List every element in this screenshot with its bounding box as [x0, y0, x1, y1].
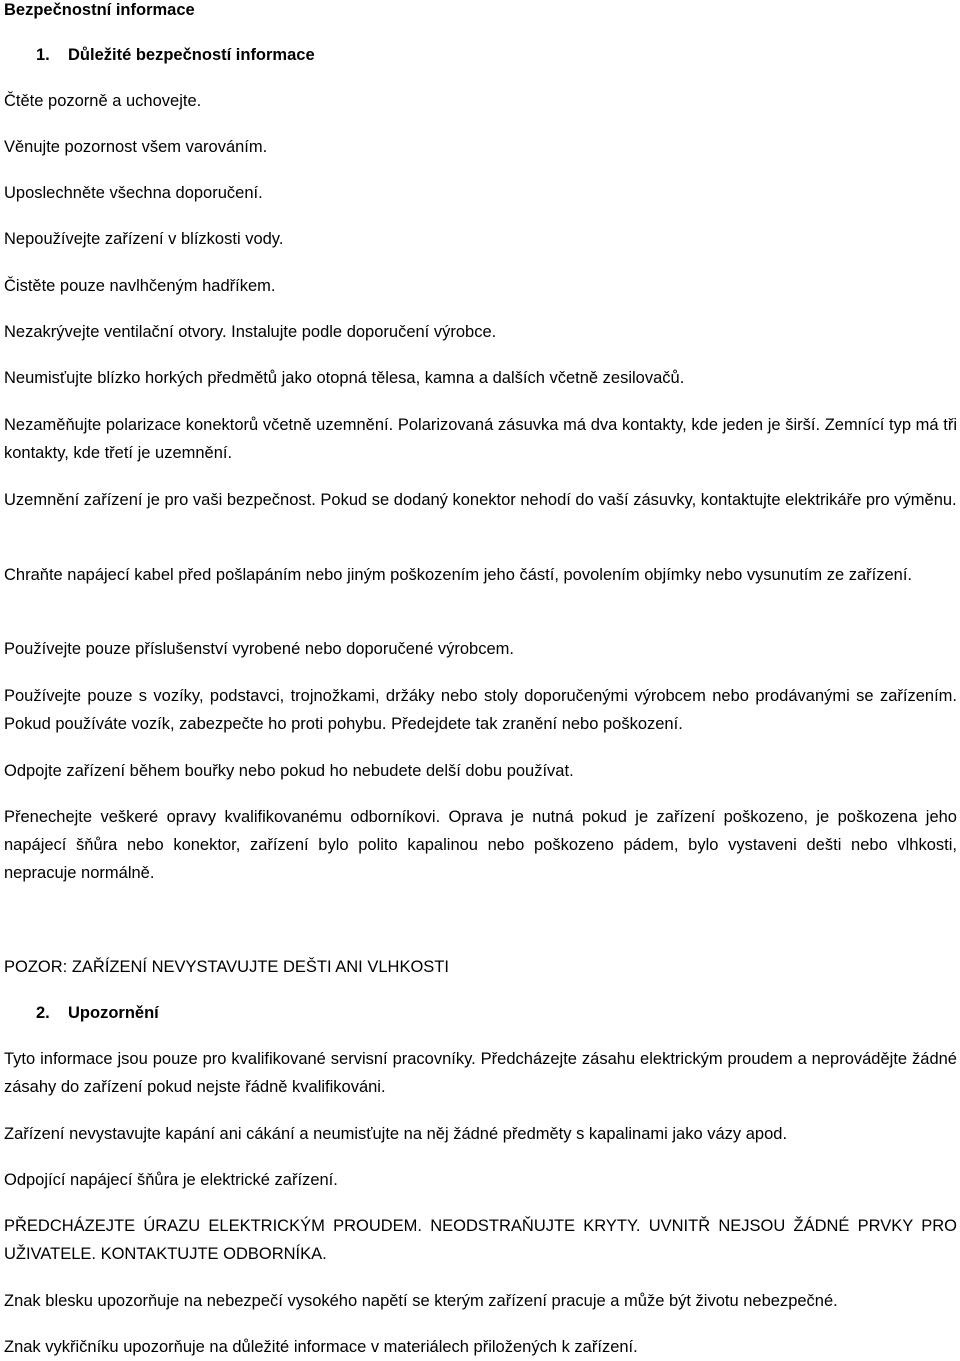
caution-notice: POZOR: ZAŘÍZENÍ NEVYSTAVUJTE DEŠTI ANI VLHKOSTI	[4, 958, 449, 976]
instruction-line: Nezakrývejte ventilační otvory. Instalujte podle doporučení výrobce.	[4, 323, 497, 341]
section-2-title: Upozornění	[68, 1004, 159, 1022]
paragraph: Nezaměňujte polarizace konektorů včetně uzemnění. Polarizovaná zásuvka má dva kontakty, kde jeden je širší. Zemnící typ má tři kontakty, kde třetí je uzemnění.	[4, 416, 957, 462]
paragraph: Používejte pouze příslušenství vyrobené nebo doporučené výrobcem.	[4, 640, 514, 658]
instruction-line: Uposlechněte všechna doporučení.	[4, 184, 263, 202]
paragraph: Odpojte zařízení během bouřky nebo pokud ho nebudete delší dobu používat.	[4, 762, 574, 780]
instruction-line: Nepoužívejte zařízení v blízkosti vody.	[4, 230, 284, 248]
instruction-line: Neumisťujte blízko horkých předmětů jako otopná tělesa, kamna a dalších včetně zesilovačů.	[4, 369, 685, 387]
paragraph: Odpojící napájecí šňůra je elektrické zařízení.	[4, 1171, 338, 1189]
section-2-heading	[36, 1003, 159, 1023]
document-title: Bezpečnostní informace	[4, 1, 195, 19]
section-1-heading	[36, 45, 315, 65]
paragraph: Znak blesku upozorňuje na nebezpečí vysokého napětí se kterým zařízení pracuje a může být životu nebezpečné.	[4, 1292, 838, 1310]
instruction-line: Čistěte pouze navlhčeným hadříkem.	[4, 277, 276, 295]
section-1-number: 1.	[36, 46, 50, 64]
paragraph: PŘEDCHÁZEJTE ÚRAZU ELEKTRICKÝM PROUDEM. NEODSTRAŇUJTE KRYTY. UVNITŘ NEJSOU ŽÁDNÉ PRVKY PRO UŽIVATELE. KONTAKTUJTE ODBORNÍKA.	[4, 1217, 957, 1263]
section-1-title: Důležité bezpečností informace	[68, 46, 315, 64]
paragraph: Používejte pouze s vozíky, podstavci, trojnožkami, držáky nebo stoly doporučenými výrobcem nebo prodávanými se zařízením. Pokud používáte vozík, zabezpečte ho proti pohybu. Předejdete tak zranění nebo poškození.	[4, 687, 957, 733]
instruction-line: Čtěte pozorně a uchovejte.	[4, 92, 202, 110]
paragraph: Uzemnění zařízení je pro vaši bezpečnost. Pokud se dodaný konektor nehodí do vaší zásuvky, kontaktujte elektrikáře pro výměnu.	[4, 491, 957, 509]
instruction-line: Věnujte pozornost všem varováním.	[4, 138, 268, 156]
paragraph: Chraňte napájecí kabel před pošlapáním nebo jiným poškozením jeho částí, povolením objímky nebo vysunutím ze zařízení.	[4, 566, 912, 584]
paragraph: Zařízení nevystavujte kapání ani cákání a neumisťujte na něj žádné předměty s kapalinami jako vázy apod.	[4, 1125, 788, 1143]
section-2-number: 2.	[36, 1004, 50, 1022]
paragraph: Přenechejte veškeré opravy kvalifikovanému odborníkovi. Oprava je nutná pokud je zařízení poškozeno, je poškozena jeho napájecí šňůra nebo konektor, zařízení bylo polito kapalinou nebo poškozeno pádem, bylo vystaveni dešti nebo vlhkosti, nepracuje normálně.	[4, 808, 957, 882]
paragraph: Znak vykřičníku upozorňuje na důležité informace v materiálech přiložených k zařízení.	[4, 1338, 638, 1356]
paragraph: Tyto informace jsou pouze pro kvalifikované servisní pracovníky. Předcházejte zásahu elektrickým proudem a neprovádějte žádné zásahy do zařízení pokud nejste řádně kvalifikováni.	[4, 1050, 957, 1096]
